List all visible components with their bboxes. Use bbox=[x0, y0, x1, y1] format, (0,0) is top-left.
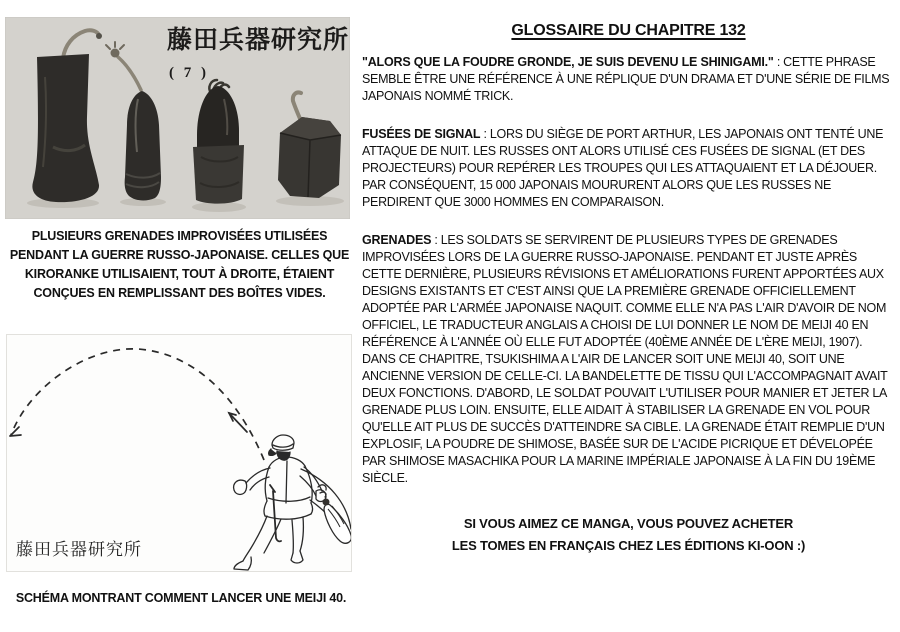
glossary-section bbox=[362, 22, 895, 557]
throw-sketch bbox=[6, 334, 352, 572]
photo-label-number: ( 7 ) bbox=[169, 65, 209, 81]
grenades-photo bbox=[5, 17, 350, 219]
glossary-entry-fusees bbox=[362, 126, 895, 211]
photo-caption: PLUSIEURS GRENADES IMPROVISÉES UTILISÉES PENDANT LA GUERRE RUSSO-JAPONAISE. CELLES QUE KIRORANKE UTILISAIENT, TOUT À DROITE, ÉTAIENT CONÇUES EN REMPLISSANT DES BOÎTES VIDES. bbox=[9, 229, 350, 300]
glossary-entry-body: : LORS DU SIÈGE DE PORT ARTHUR, LES JAPONAIS ONT TENTÉ UNE ATTAQUE DE NUIT. LES RUSSES ONT ALORS UTILISÉ CES FUSÉES DE SIGNAL (ET DES PROJECTEURS) POUR REPÉRER LES TROUPES QUI LES ATTAQUAIENT ET LA DÉJOUER. PAR CONSÉQUENT, 15 000 JAPONAIS MOURURENT ALORS QUE LES RUSSES NE PERDIRENT QUE 3000 HOMMES EN COMPARAISON. bbox=[362, 127, 884, 209]
publisher-note-line: SI VOUS AIMEZ CE MANGA, VOUS POUVEZ ACHETER bbox=[463, 516, 794, 531]
glossary-entry-body: : LES SOLDATS SE SERVIRENT DE PLUSIEURS TYPES DE GRENADES IMPROVISÉES LORS DE LA GUERRE RUSSO-JAPONAISE. PENDANT ET JUSTE APRÈS CETTE DERNIÈRE, PLUSIEURS RÉVISIONS ET AMÉLIORATIONS FURENT APPORTÉES AUX DESIGNS EXISTANTS ET C'EST AINSI QUE LA PREMIÈRE GRENADE OFFICIELLEMENT ADOPTÉE PAR L'ARMÉE JAPONAISE NAQUIT. COMME ELLE N'A PAS L'AIR D'AVOIR DE NOM OFFICIEL, LE TRADUCTEUR ANGLAIS A CHOISI DE LUI DONNER LE NOM DE MEIJI 40 EN RÉFÉRENCE À L'ANNÉE OÙ ELLE FUT ADOPTÉE (40ÈME ANNÉE DE L'ÈRE MEIJI, 1907). DANS CE CHAPITRE, TSUKISHIMA A L'AIR DE LANCER SOIT UNE MEIJI 40, SOIT UNE ANCIENNE VERSION DE CELLE-CI. LA BANDELETTE DE TISSU QUI L'ACCOMPAGNAIT AVAIT DEUX FONCTIONS. D'ABORD, LE SOLDAT POUVAIT L'UTILISER POUR MANIER ET JETER LA GRENADE PLUS LOIN. ENSUITE, ELLE AIDAIT À STABILISER LA GRENADE EN VOL POUR QU'ELLE AIT PLUS DE SUCCÈS D'ATTEINDRE SA CIBLE. LA GRENADE ÉTAIT REMPLIE D'UN EXPLOSIF, LA POUDRE DE SHIMOSE, BASÉE SUR DE L'ACIDE PICRIQUE ET DÉVELOPÉE PAR SHIMOSE MASACHIKA POUR LA MARINE IMPÉRIALE JAPONAISE À LA FIN DU 19ÈME SIÈCLE. bbox=[362, 233, 888, 485]
glossary-entry-lead: GRENADES bbox=[362, 233, 432, 247]
publisher-note bbox=[362, 513, 895, 557]
photo-label-jp: 藤田兵器研究所 bbox=[167, 27, 350, 54]
grenades-photo-art bbox=[5, 17, 350, 219]
glossary-entry-lead: FUSÉES DE SIGNAL bbox=[362, 127, 481, 141]
glossary-title: GLOSSAIRE DU CHAPITRE 132 bbox=[511, 22, 746, 39]
sketch-label-jp: 藤田兵器研究所 bbox=[16, 540, 142, 559]
sketch-caption: SCHÉMA MONTRANT COMMENT LANCER UNE MEIJI 40. bbox=[15, 591, 347, 605]
publisher-note-line: LES TOMES EN FRANÇAIS CHEZ LES ÉDITIONS KI-OON :) bbox=[451, 538, 806, 553]
throw-sketch-art bbox=[7, 335, 351, 571]
glossary-entry-grenades bbox=[362, 232, 895, 487]
glossary-entry-lead: "ALORS QUE LA FOUDRE GRONDE, JE SUIS DEVENU LE SHINIGAMI." bbox=[362, 55, 774, 69]
glossary-entry-shinigami bbox=[362, 54, 895, 105]
glossary-entry-body: : CETTE PHRASE SEMBLE ÊTRE UNE RÉFÉRENCE À UNE RÉPLIQUE D'UN DRAMA ET D'UNE SÉRIE DE FILMS JAPONAIS NOMMÉ TRICK. bbox=[362, 55, 890, 103]
